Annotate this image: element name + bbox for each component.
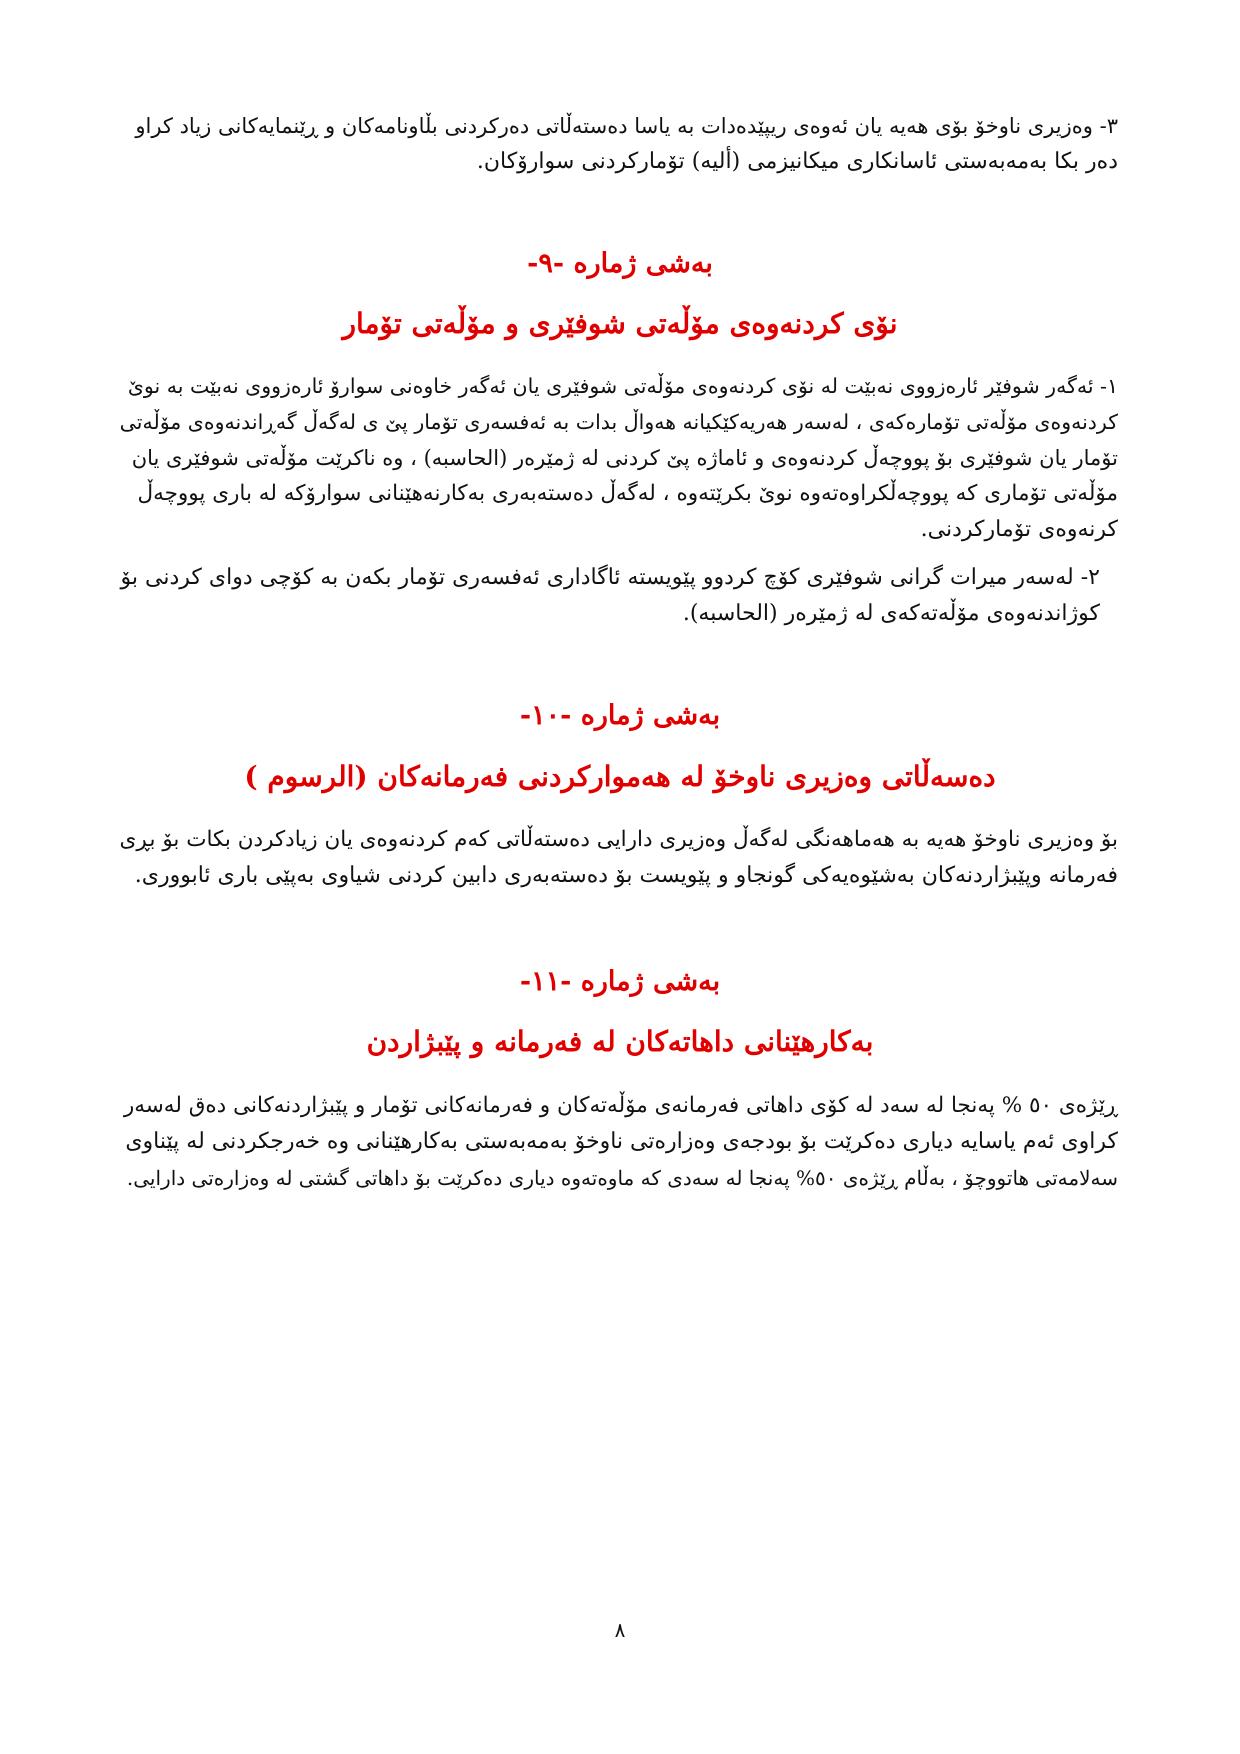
- section-9-paragraph-2: [120, 560, 1100, 632]
- paragraph-line: تۆمار یان شوفێری بۆ پووچەڵ کردنەوەی و ئاماژە پێ کردنی لە ژمێرەر (الحاسبە) ، وە ناکرێت مۆڵەتی شوفێری یان: [131, 446, 1118, 470]
- paragraph-line: ڕێژەی ٥٠ % پەنجا لە سەد لە کۆی داهاتی فەرمانەی مۆڵەتەکان و فەرمانەکانی تۆمار و پێبژاردنەکانی دەق لەسەر: [123, 1093, 1118, 1118]
- section-9-title: نۆی کردنەوەی مۆڵەتی شوفێری و مۆڵەتی تۆمار: [342, 307, 898, 340]
- section-10-paragraph: [120, 822, 1118, 894]
- section-9-number: بەشی ژمارە -٩-: [527, 248, 713, 279]
- section-11-title: بەکارهێنانی داهاتەکان لە فەرمانە و پێبژاردن: [366, 1025, 874, 1058]
- intro-paragraph: [120, 108, 1118, 180]
- section-11-paragraph: [116, 1088, 1118, 1196]
- paragraph-line: ٢- لەسەر میرات گرانی شوفێری کۆچ کردوو پێویستە ئاگاداری ئەفسەری تۆمار بکەن بە کۆچی دوای کردنی بۆ: [120, 565, 1100, 590]
- paragraph-line: بۆ وەزیری ناوخۆ هەیە بە هەماهەنگی لەگەڵ وەزیری دارایی دەستەڵاتی کەم کردنەوەی یان زیادکردن بکات بۆ بڕی: [119, 827, 1118, 852]
- page-number: ٨: [614, 1618, 626, 1642]
- paragraph-line: ٣- وەزیری ناوخۆ بۆی هەیە یان ئەوەی ریپێدەدات بە یاسا دەستەڵاتی دەرکردنی بڵاونامەکان و ڕێنمایەکانی زیاد کراو: [135, 114, 1118, 138]
- paragraph-line: مۆڵەتی تۆماری کە پووچەڵکراوەتەوە نوێ بکرێتەوە ، لەگەڵ دەستەبەری بەکارنەهێنانی سوارۆکە لە باری پووچەڵ: [137, 481, 1118, 506]
- section-11-number: بەشی ژمارە -١١-: [519, 966, 721, 997]
- paragraph-line: فەرمانە وپێبژاردنەکان بەشێوەیەکی گونجاو و پێویست بۆ دەستەبەری دابین کردنی شیاوی بەپێی باری ئابووری.: [134, 863, 1118, 888]
- section-10-number: بەشی ژمارە -١٠-: [519, 700, 721, 731]
- paragraph-line: کوژاندنەوەی مۆڵەتەکەی لە ژمێرەر (الحاسبە).: [682, 601, 1100, 626]
- paragraph-line: کراوی ئەم یاسایە دیاری دەکرێت بۆ بودجەی وەزارەتی ناوخۆ بەمەبەستی بەکارهێنانی وە خەرجکردنی لە پێناوی: [125, 1129, 1118, 1154]
- paragraph-line: ١- ئەگەر شوفێر ئارەزووی نەبێت لە نۆی کردنەوەی مۆڵەتی شوفێری یان ئەگەر خاوەنی سوارۆ ئارەزووی نەبێت بە نوێ: [127, 374, 1118, 398]
- section-9-paragraph-1: [120, 368, 1118, 548]
- section-10-title: دەسەڵاتی وەزیری ناوخۆ لە هەموارکردنی فەرمانەکان (الرسوم ): [244, 760, 996, 793]
- paragraph-line: سەلامەتی هاتووچۆ ، بەڵام ڕێژەی ٥٠% پەنجا لە سەدی کە ماوەتەوە دیاری دەکرێت بۆ داهاتی گشتی لە وەزارەتی دارایی.: [126, 1166, 1118, 1190]
- paragraph-line: دەر بکا بەمەبەستی ئاسانکاری میکانیزمی (ألیە) تۆمارکردنی سوارۆکان.: [476, 149, 1118, 174]
- paragraph-line: کرنەوەی تۆمارکردنی.: [920, 517, 1118, 542]
- paragraph-line: کردنەوەی مۆڵەتی تۆمارەکەی ، لەسەر هەریەکێکیانە هەواڵ بدات بە ئەفسەری تۆمار پێ ی لەگەڵ گەڕاندنەوەی مۆڵەتی: [119, 410, 1118, 434]
